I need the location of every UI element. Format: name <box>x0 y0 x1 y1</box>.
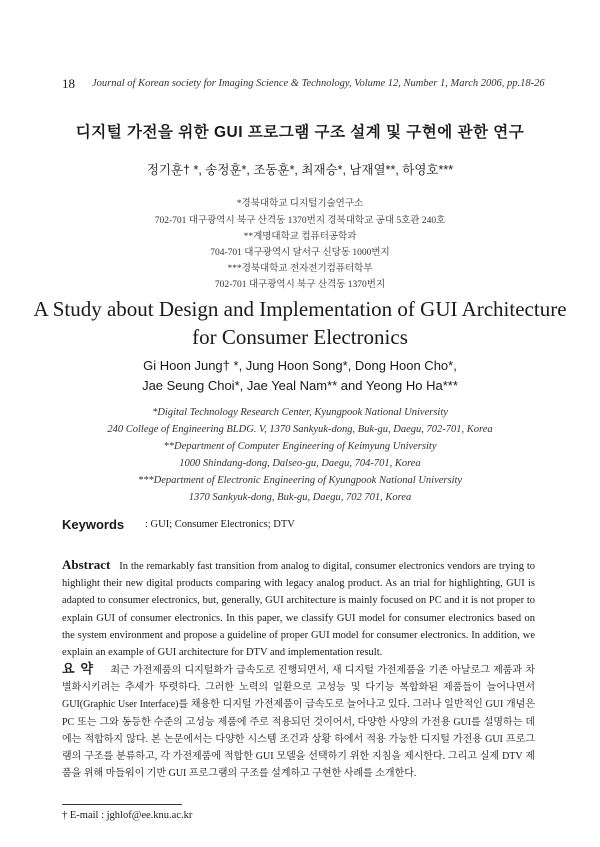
korean-affiliation: 704-701 대구광역시 달서구 신당동 1000번지 <box>210 248 390 258</box>
english-affiliation: ***Department of Electronic Engineering of Kyungpook National University <box>137 475 463 486</box>
korean-authors: 정기훈† *, 송정훈*, 조동훈*, 최재승*, 남재열**, 하영호*** <box>146 163 454 177</box>
abstract-text: In the remarkably fast transition from analog to digital, consumer electronics vendors are trying to highlight their new digital products comparing with legacy analog product. As an trial for highlighting, GUI is adapted to consumer electronics, but, generally, GUI architecture is mainly focused on PC and it is not proper to explain GUI of consumer electronics. In this paper, we classify GUI model for consumer electronics based on the system environment and propose a guideline of proper GUI model for consumer electronics. In addition, we explain an example of GUI architecture for DTV and implementation result. <box>62 561 535 659</box>
korean-affiliation: **계명대학교 컴퓨터공학과 <box>243 232 357 242</box>
abstract-label: Abstract <box>62 557 111 572</box>
english-title <box>0 295 600 351</box>
english-title-line: A Study about Design and Implementation of GUI Architecture <box>33 297 567 321</box>
korean-affiliation: *경북대학교 디지털기술연구소 <box>236 199 364 209</box>
page-number: 18 <box>62 76 75 91</box>
korean-affiliation: 702-701 대구광역시 북구 산격동 1370번지 <box>214 280 386 290</box>
english-affiliation: *Digital Technology Research Center, Kyungpook National University <box>152 407 448 418</box>
english-authors-line: Jae Seung Choi*, Jae Yeal Nam** and Yeong Ho Ha*** <box>142 378 458 393</box>
korean-abstract-text: 최근 가전제품의 디지털화가 급속도로 진행되면서, 새 디지털 가전제품을 기존 아날로그 제품과 차별화시키려는 추세가 뚜렷하다. 그러한 노력의 일환으로 고성능 및 다기능 복합화된 제품들이 늘어나면서 GUI(Graphic User Interface)를 채용한 디지털 가전제품이 급속도로 늘어나고 있다. 그러나 일반적인 GUI 개념은 PC 또는 그와 동등한 수준의 고성능 제품에 주로 적용되던 것이어서, 다양한 사양의 가전용 GUI를 설명하는 데에는 적합하지 않다. 본 논문에서는 다양한 시스템 조건과 상황 하에서 적용 가능한 디지털 가전용 GUI 프로그램의 구조를 분류하고, 각 가전제품에 적합한 GUI 모델을 선택하기 위한 지침을 제시한다. 그리고 실제 DTV 제품을 위해 마들워이 기반 GUI 프로그램의 구조를 설계하고 구현한 사례를 소개한다. <box>62 665 535 780</box>
english-affiliation: 240 College of Engineering BLDG. V, 1370 Sankyuk-dong, Buk-gu, Daegu, 702-701, Korea <box>107 424 493 435</box>
journal-header: Journal of Korean society for Imaging Science & Technology, Volume 12, Number 1, March 2006, pp.18-26 <box>92 78 545 89</box>
english-affiliation: **Department of Computer Engineering of Keimyung University <box>163 441 437 452</box>
keywords-text: : GUI; Consumer Electronics; DTV <box>145 519 295 530</box>
english-title-line: for Consumer Electronics <box>192 325 408 349</box>
korean-title: 디지털 가전을 위한 GUI 프로그램 구조 설계 및 구현에 관한 연구 <box>75 124 525 141</box>
korean-affiliation: 702-701 대구광역시 북구 산격동 1370번지 경북대학교 공대 5호관 240호 <box>154 216 446 226</box>
korean-abstract-label: 요약 <box>62 661 100 676</box>
english-affiliation: 1000 Shindang-dong, Dalseo-gu, Daegu, 704-701, Korea <box>179 458 421 469</box>
english-authors <box>0 356 600 396</box>
abstract <box>62 556 535 661</box>
keywords-label: Keywords <box>62 517 125 532</box>
korean-abstract <box>62 660 535 782</box>
english-affiliation: 1370 Sankyuk-dong, Buk-gu, Daegu, 702 701, Korea <box>188 492 412 503</box>
korean-affiliation: ***경북대학교 전자전기컴퓨터학부 <box>227 264 373 274</box>
english-authors-line: Gi Hoon Jung† *, Jung Hoon Song*, Dong Hoon Cho*, <box>143 358 457 373</box>
footnote-divider <box>62 804 182 805</box>
footnote-email: † E-mail : jghlof@ee.knu.ac.kr <box>62 810 193 821</box>
